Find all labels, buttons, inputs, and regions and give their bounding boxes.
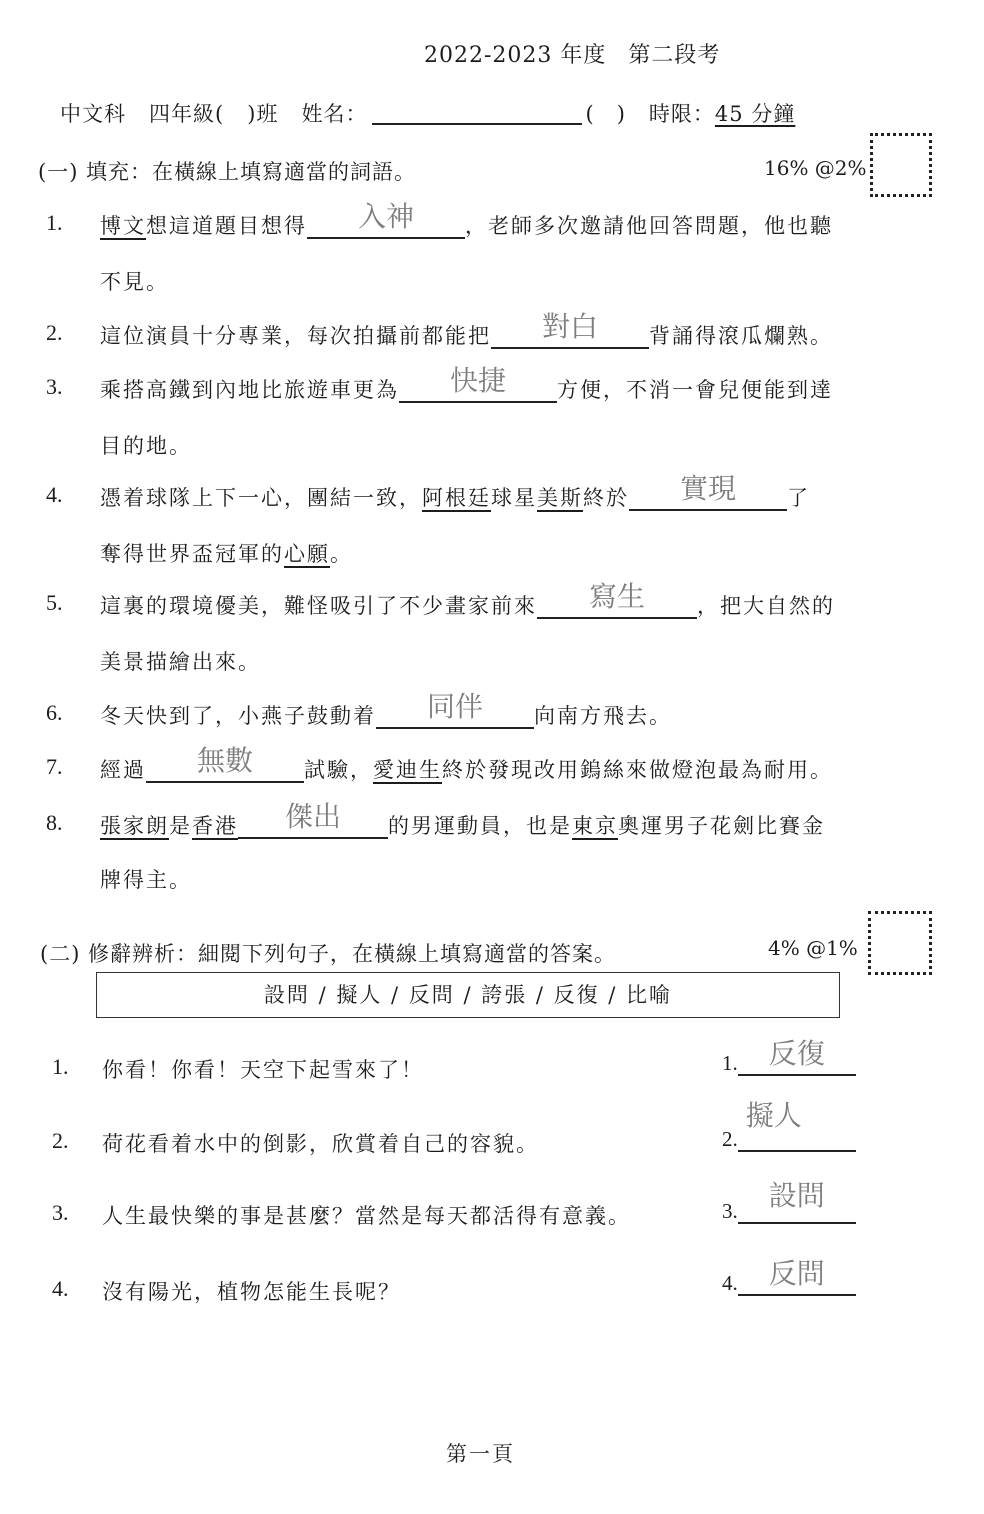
q3-number: 3. [46,374,63,399]
q4-proper-noun: 美斯 [537,486,583,510]
exam-title [424,38,720,69]
q8-proper-noun: 東京 [572,814,618,838]
s2-q4-answer-blank[interactable] [738,1257,856,1296]
s2-q4-answer-number: 4. [722,1271,738,1295]
q6-part: 冬天快到了，小燕子鼓動着 [100,704,376,728]
section1-score-box[interactable] [870,133,932,197]
s2-q2-text: 荷花看着水中的倒影，欣賞着自己的容貌。 [102,1132,539,1156]
s2-q1-text: 你看！你看！天空下起雪來了！ [102,1058,424,1082]
s2-q3-number: 3. [52,1200,69,1225]
s2-q3-answer-number: 3. [722,1199,738,1223]
q8-answer: 傑出 [284,800,341,833]
q4-underlined-word: 心願 [284,542,330,566]
time-limit-label: 時限： [648,102,715,126]
q1-answer: 入神 [357,200,414,233]
s2-q4-text: 沒有陽光，植物怎能生長呢？ [102,1280,401,1304]
s2-q3-answer-line [722,1179,856,1224]
q2-answer-blank[interactable] [491,310,649,349]
q1-proper-noun: 博文 [100,214,146,238]
s2-q1-answer-number: 1. [722,1051,738,1075]
q7-text [100,744,833,784]
student-info-line [60,98,795,128]
section2-score-box[interactable] [868,911,932,975]
s2-q1-answer-line [722,1037,856,1076]
class-number-field[interactable]: ( ) [585,102,626,126]
q7-part: 試驗， [304,758,373,782]
s2-q4-answer: 反問 [768,1257,825,1290]
q6-text [100,690,672,730]
q2-number: 2. [46,320,63,345]
grade-label: 四年級( [149,102,225,126]
q2-part: 這位演員十分專業，每次拍攝前都能把 [100,324,491,348]
time-limit-value: 45 分鐘 [714,102,796,126]
s2-q2-answer-number: 2. [722,1127,738,1151]
q1-part: ，老師多次邀請他回答問題，他也聽 [465,214,833,238]
s2-q2-number: 2. [52,1128,69,1153]
q3-part: 方便，不消一會兒便能到達 [557,378,833,402]
q1-text-cont: 不見。 [100,270,169,294]
q4-proper-noun: 阿根廷 [422,486,491,510]
q7-part: 終於發現改用鎢絲來做燈泡最為耐用。 [442,758,833,782]
section1-heading: (一) 填充：在橫線上填寫適當的詞語。 [38,160,417,184]
q4-part: 了 [787,486,810,510]
s2-q3-answer: 設問 [768,1179,825,1212]
q2-text [100,310,833,350]
q8-number: 8. [46,810,63,835]
q8-proper-noun: 張家朗 [100,814,169,838]
q5-text-cont: 美景描繪出來。 [100,650,261,674]
q8-answer-blank[interactable] [238,800,388,839]
q6-answer-blank[interactable] [376,690,534,729]
q5-answer: 寫生 [588,580,645,613]
q4-answer: 實現 [679,472,736,505]
q4-part: 。 [330,542,353,566]
q7-answer: 無數 [196,744,253,777]
s2-q2-answer-line [722,1099,856,1152]
q5-part: ，把大自然的 [697,594,835,618]
s2-q1-answer: 反復 [768,1037,825,1070]
q8-text [100,800,825,840]
name-field[interactable] [372,101,582,125]
q4-part: 球星 [491,486,537,510]
q8-part: 的男運動員，也是 [388,814,572,838]
q8-part: 是 [169,814,192,838]
q4-part: 憑着球隊上下一心，團結一致， [100,486,422,510]
section1-score: 16% @2% [764,156,867,180]
s2-q4-answer-line [722,1257,856,1296]
s2-q4-number: 4. [52,1276,69,1301]
q7-number: 7. [46,754,63,779]
exam-year: 2022-2023 年度 [424,43,607,68]
q4-part: 奪得世界盃冠軍的 [100,542,284,566]
q6-part: 向南方飛去。 [534,704,672,728]
q2-part: 背誦得滾瓜爛熟。 [649,324,833,348]
q8-proper-noun: 香港 [192,814,238,838]
q5-answer-blank[interactable] [537,580,697,619]
q5-part: 這裏的環境優美，難怪吸引了不少畫家前來 [100,594,537,618]
s2-q1-answer-blank[interactable] [738,1037,856,1076]
q8-part: 奧運男子花劍比賽金 [618,814,825,838]
q4-part: 終於 [583,486,629,510]
s2-q2-answer-blank[interactable] [738,1099,856,1152]
section2-heading: (二) 修辭辨析：細閱下列句子，在橫線上填寫適當的答案。 [40,942,617,966]
page-number: 第一頁 [446,1442,515,1466]
subject-label: 中文科 [60,102,126,126]
q1-part: 想這道題目想得 [146,214,307,238]
q4-text-cont [100,538,353,568]
q4-number: 4. [46,482,63,507]
s2-q3-text: 人生最快樂的事是甚麼？當然是每天都活得有意義。 [102,1204,631,1228]
s2-q1-number: 1. [52,1054,69,1079]
exam-term: 第二段考 [628,43,721,68]
s2-q3-answer-blank[interactable] [738,1179,856,1224]
rhetoric-options-box: 設問 / 擬人 / 反問 / 誇張 / 反復 / 比喻 [96,972,840,1018]
q5-number: 5. [46,590,63,615]
q3-part: 乘搭高鐵到內地比旅遊車更為 [100,378,399,402]
q8-text-cont: 牌得主。 [100,868,192,892]
class-label: )班 [247,102,279,126]
q6-number: 6. [46,700,63,725]
q1-number: 1. [46,210,63,235]
q7-answer-blank[interactable] [146,744,304,783]
q5-text [100,580,835,620]
q4-answer-blank[interactable] [629,472,787,511]
q3-answer-blank[interactable] [399,364,557,403]
q2-answer: 對白 [541,310,598,343]
q1-text [100,200,833,240]
s2-q2-answer: 擬人 [745,1099,802,1132]
q4-text [100,472,810,512]
section2-score: 4% @1% [768,936,858,960]
name-label: 姓名： [301,102,368,126]
q3-text-cont: 目的地。 [100,434,192,458]
q6-answer: 同伴 [426,690,483,723]
q7-part: 經過 [100,758,146,782]
q3-answer: 快捷 [449,364,506,397]
q3-text [100,364,833,404]
q1-answer-blank[interactable] [307,200,465,239]
q7-proper-noun: 愛迪生 [373,758,442,782]
